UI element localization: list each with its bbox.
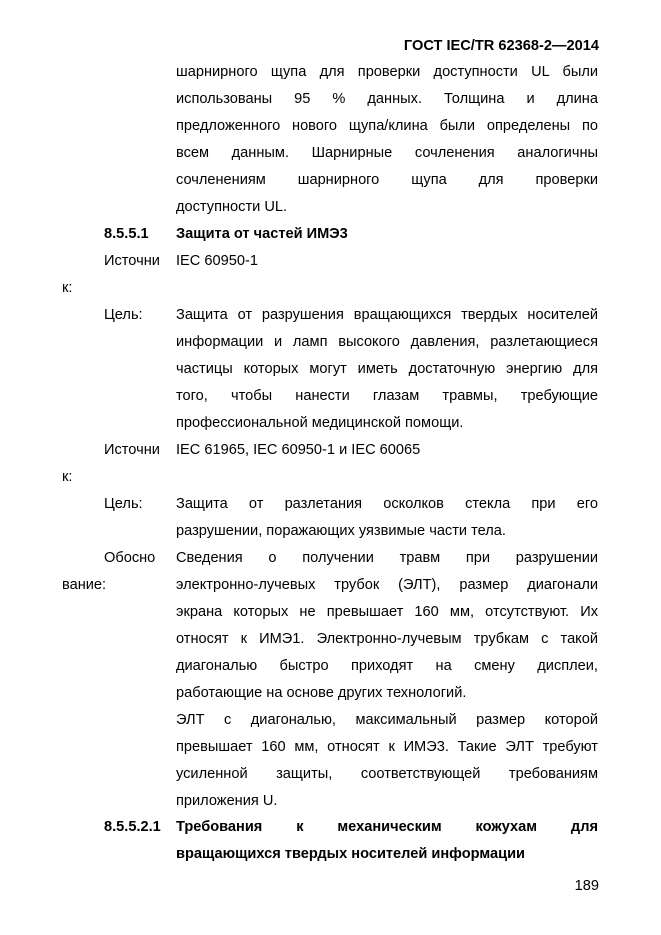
rationale-line: приложения U. [176, 793, 278, 809]
section-title: вращающихся твердых носителей информации [176, 846, 526, 862]
rationale-line: Сведения о получении травм при разрушении [176, 550, 598, 566]
source-label: Источни [104, 253, 160, 269]
goal-line: того, чтобы нанести глазам травмы, требующие [176, 388, 598, 404]
goal-label: Цель: [104, 307, 143, 323]
intro-line: предложенного нового щупа/клина были определены по [176, 118, 598, 134]
source-label-wrap: к: [62, 469, 73, 485]
source-value: IEC 61965, IEC 60950-1 и IEC 60065 [176, 442, 421, 458]
rationale-line: относят к ИМЭ1. Электронно-лучевым трубкам с такой [176, 631, 598, 647]
document-header: ГОСТ IEC/TR 62368-2—2014 [403, 38, 599, 54]
rationale-label: Обосно [104, 550, 156, 566]
intro-line: шарнирного щупа для проверки доступности UL были [176, 64, 598, 80]
rationale-label-wrap: вание: [62, 577, 107, 593]
rationale-line: ЭЛТ с диагональю, максимальный размер которой [176, 712, 598, 728]
intro-line: доступности UL. [176, 199, 288, 215]
goal-label: Цель: [104, 496, 143, 512]
page-number: 189 [574, 878, 599, 894]
section-title: Защита от частей ИМЭ3 [176, 226, 348, 242]
rationale-line: электронно-лучевых трубок (ЭЛТ), размер диагонали [176, 577, 598, 593]
goal-line: Защита от разрушения вращающихся твердых носителей [176, 307, 598, 323]
rationale-line: экрана которых не превышает 160 мм, отсутствуют. Их [176, 604, 598, 620]
section-title: Требования к механическим кожухам для [176, 819, 598, 835]
intro-line: всем данным. Шарнирные сочленения аналогичны [176, 145, 598, 161]
goal-line: профессиональной медицинской помощи. [176, 415, 464, 431]
source-label: Источни [104, 442, 160, 458]
goal-line: Защита от разлетания осколков стекла при его [176, 496, 598, 512]
goal-line: информации и ламп высокого давления, разлетающиеся [176, 334, 598, 350]
source-label-wrap: к: [62, 280, 73, 296]
source-value: IEC 60950-1 [176, 253, 258, 269]
rationale-line: работающие на основе других технологий. [176, 685, 467, 701]
goal-line: разрушении, поражающих уязвимые части тела. [176, 523, 506, 539]
rationale-line: превышает 160 мм, относят к ИМЭ3. Такие ЭЛТ требуют [176, 739, 598, 755]
section-number: 8.5.5.1 [104, 226, 149, 242]
goal-line: частицы которых могут иметь достаточную энергию для [176, 361, 598, 377]
intro-line: использованы 95 % данных. Толщина и длина [176, 91, 598, 107]
rationale-line: усиленной защиты, соответствующей требованиям [176, 766, 598, 782]
section-number: 8.5.5.2.1 [104, 819, 161, 835]
rationale-line: диагональю быстро приходят на смену дисплеи, [176, 658, 598, 674]
intro-line: сочленениям шарнирного щупа для проверки [176, 172, 598, 188]
